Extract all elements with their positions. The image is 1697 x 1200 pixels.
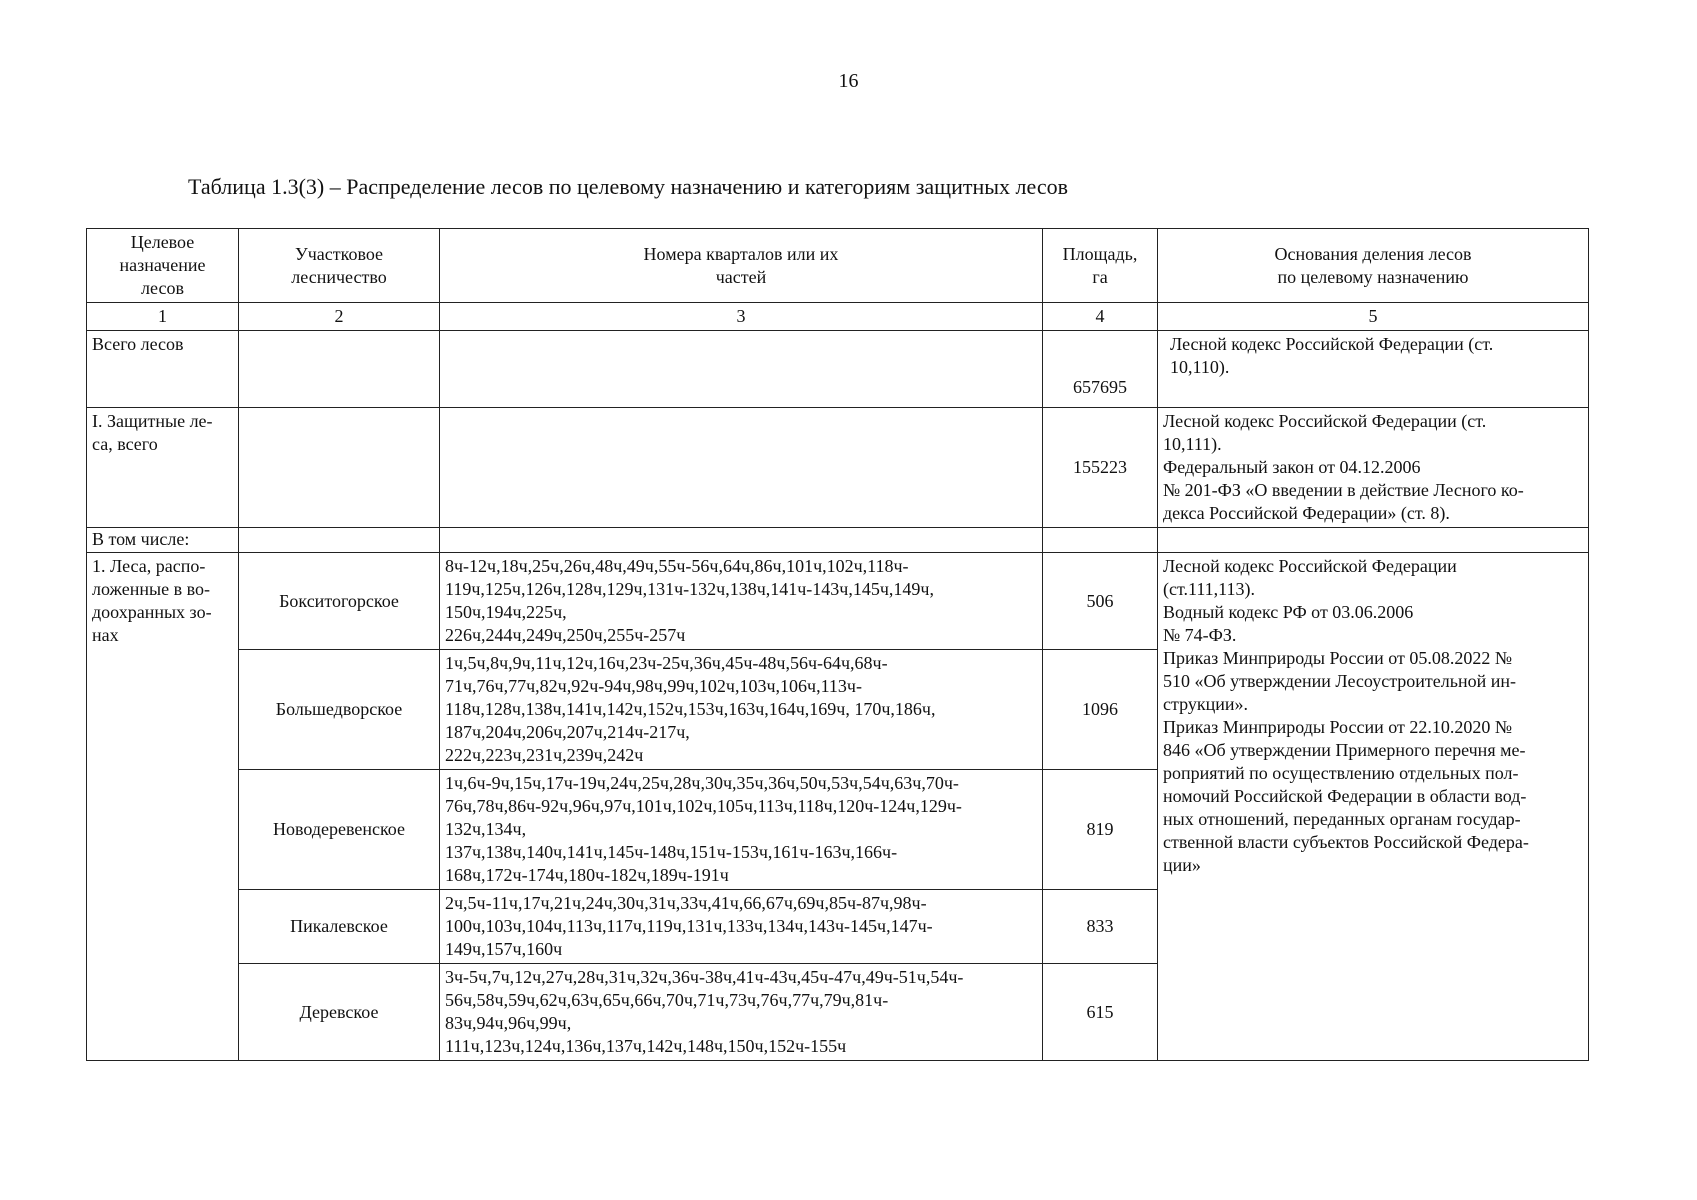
table-caption: Таблица 1.3(3) – Распределение лесов по целевому назначению и категориям защитных лесов: [188, 174, 1068, 199]
quarters-cell: [440, 528, 1043, 553]
forestry-cell: Новодеревенское: [239, 770, 440, 890]
purpose-cell: Всего лесов: [87, 331, 239, 408]
basis-cell: Лесной кодекс Российской Федерации (ст. 10,110).: [1158, 331, 1589, 408]
quarters-cell: 1ч,6ч-9ч,15ч,17ч-19ч,24ч,25ч,28ч,30ч,35ч,36ч,50ч,53ч,54ч,63ч,70ч- 76ч,78ч,86ч-92ч,96ч,97ч,101ч,102ч,105ч,113ч,118ч,120ч-124ч,129ч- 132ч,134ч, 137ч,138ч,140ч,141ч,145ч-148ч,151ч-153ч,161ч-163ч,166ч- 168ч,172ч-174ч,180ч-182ч,189ч-191ч: [440, 770, 1043, 890]
table-row-total: [87, 331, 1589, 408]
basis-cell: Лесной кодекс Российской Федерации (ст. 10,111). Федеральный закон от 04.12.2006 № 201-ФЗ «О введении в действие Лесного ко- декса Российской Федерации» (ст. 8).: [1158, 408, 1589, 528]
column-number: 4: [1043, 303, 1158, 331]
header-row: [87, 229, 1589, 303]
column-number: 1: [87, 303, 239, 331]
forestry-cell: Деревское: [239, 964, 440, 1061]
purpose-cell: В том числе:: [87, 528, 239, 553]
header-area: Площадь, га: [1043, 229, 1158, 303]
area-cell: 819: [1043, 770, 1158, 890]
table-row-protective: [87, 408, 1589, 528]
table-row-including: [87, 528, 1589, 553]
area-cell: 657695: [1043, 331, 1158, 408]
quarters-cell: 2ч,5ч-11ч,17ч,21ч,24ч,30ч,31ч,33ч,41ч,66,67ч,69ч,85ч-87ч,98ч- 100ч,103ч,104ч,113ч,117ч,119ч,131ч,133ч,134ч,143ч-145ч,147ч- 149ч,157ч,160ч: [440, 890, 1043, 964]
quarters-cell: 8ч-12ч,18ч,25ч,26ч,48ч,49ч,55ч-56ч,64ч,86ч,101ч,102ч,118ч- 119ч,125ч,126ч,128ч,129ч,131ч-132ч,138ч,141ч-143ч,145ч,149ч, 150ч,194ч,225ч, 226ч,244ч,249ч,250ч,255ч-257ч: [440, 553, 1043, 650]
area-cell: 833: [1043, 890, 1158, 964]
forestry-cell: [239, 408, 440, 528]
quarters-cell: 3ч-5ч,7ч,12ч,27ч,28ч,31ч,32ч,36ч-38ч,41ч-43ч,45ч-47ч,49ч-51ч,54ч- 56ч,58ч,59ч,62ч,63ч,65ч,66ч,70ч,71ч,73ч,76ч,77ч,79ч,81ч- 83ч,94ч,96ч,99ч, 111ч,123ч,124ч,136ч,137ч,142ч,148ч,150ч,152ч-155ч: [440, 964, 1043, 1061]
basis-cell: [1158, 528, 1589, 553]
header-purpose: Целевое назначение лесов: [87, 229, 239, 303]
column-number: 5: [1158, 303, 1589, 331]
area-cell: [1043, 528, 1158, 553]
forest-distribution-table: [86, 228, 1589, 1061]
table-row: [87, 553, 1589, 650]
quarters-cell: [440, 331, 1043, 408]
area-cell: 155223: [1043, 408, 1158, 528]
header-forestry: Участковое лесничество: [239, 229, 440, 303]
forestry-cell: Большедворское: [239, 650, 440, 770]
quarters-cell: 1ч,5ч,8ч,9ч,11ч,12ч,16ч,23ч-25ч,36ч,45ч-48ч,56ч-64ч,68ч- 71ч,76ч,77ч,82ч,92ч-94ч,98ч,99ч,102ч,103ч,106ч,113ч- 118ч,128ч,138ч,141ч,142ч,152ч,153ч,163ч,164ч,169ч, 170ч,186ч, 187ч,204ч,206ч,207ч,214ч-217ч, 222ч,223ч,231ч,239ч,242ч: [440, 650, 1043, 770]
column-numbers-row: [87, 303, 1589, 331]
area-cell: 506: [1043, 553, 1158, 650]
area-cell: 615: [1043, 964, 1158, 1061]
forestry-cell: [239, 331, 440, 408]
forestry-cell: Бокситогорское: [239, 553, 440, 650]
basis-cell: Лесной кодекс Российской Федерации (ст.111,113). Водный кодекс РФ от 03.06.2006 № 74-ФЗ. Приказ Минприроды России от 05.08.2022 № 510 «Об утверждении Лесоустроительной ин- струкции». Приказ Минприроды России от 22.10.2020 № 846 «Об утверждении Примерного перечня ме- роприятий по осуществлению отдельных пол- номочий Российской Федерации в области вод- ных отношений, переданных органам государ- ственной власти субъектов Российской Федера- ции»: [1158, 553, 1589, 1061]
page-number: 16: [838, 70, 859, 92]
forestry-cell: [239, 528, 440, 553]
forestry-cell: Пикалевское: [239, 890, 440, 964]
area-cell: 1096: [1043, 650, 1158, 770]
purpose-cell: 1. Леса, распо- ложенные в во- доохранных зо- нах: [87, 553, 239, 1061]
quarters-cell: [440, 408, 1043, 528]
column-number: 2: [239, 303, 440, 331]
column-number: 3: [440, 303, 1043, 331]
header-quarters: Номера кварталов или их частей: [440, 229, 1043, 303]
purpose-cell: I. Защитные ле- са, всего: [87, 408, 239, 528]
header-basis: Основания деления лесов по целевому назначению: [1158, 229, 1589, 303]
